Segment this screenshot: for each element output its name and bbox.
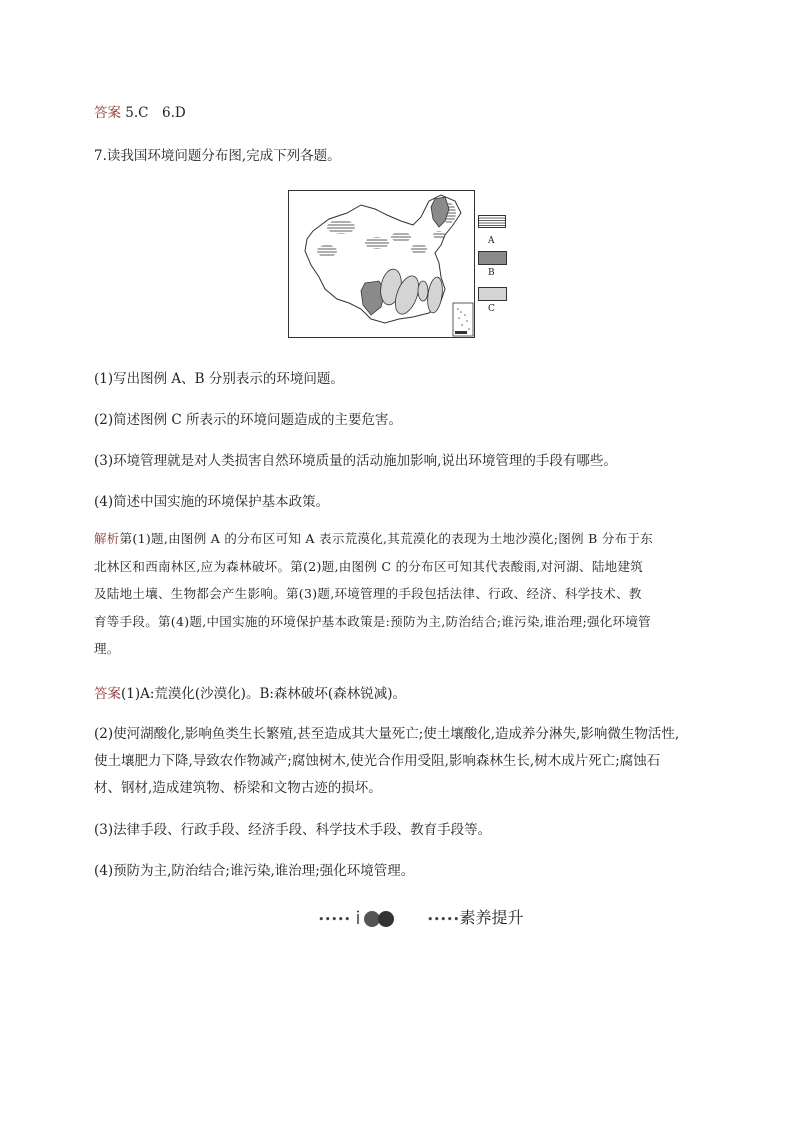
legend-a-swatch — [478, 215, 507, 229]
china-environment-map — [288, 190, 475, 338]
answer-part-1: 答案(1)A:荒漠化(沙漠化)。B:森林破坏(森林锐减)。 — [94, 686, 406, 702]
answer-part-4: (4)预防为主,防治结合;谁污染,谁治理;强化环境管理。 — [94, 863, 415, 879]
explanation-line-3: 及陆地土壤、生物都会产生影响。第(3)题,环境管理的手段包括法律、行政、经济、科学技术、教 — [94, 586, 642, 601]
answer-tag: 答案 — [94, 105, 121, 121]
answer-tag-2: 答案 — [94, 686, 121, 702]
banner-left-dots: ••••• — [318, 913, 354, 926]
banner-title: 素养提升 — [459, 908, 524, 927]
explanation-line-1: 解析第(1)题,由图例 A 的分布区可知 A 表示荒漠化,其荒漠化的表现为土地沙漠化;图例 B 分布于东 — [94, 531, 654, 546]
question-part-3: (3)环境管理就是对人类损害自然环境质量的活动施加影响,说出环境管理的手段有哪些。 — [94, 453, 617, 469]
banner-right-dots: ••••• — [427, 913, 460, 926]
legend-c — [478, 287, 507, 314]
legend-b — [478, 251, 507, 278]
question-part-4: (4)简述中国实施的环境保护基本政策。 — [94, 494, 330, 510]
question-part-1: (1)写出图例 A、B 分别表示的环境问题。 — [94, 371, 344, 387]
region-a-4 — [391, 232, 411, 242]
legend-c-label: C — [488, 304, 495, 314]
explanation-tag: 解析 — [94, 531, 120, 546]
answer-text: 5.C 6.D — [125, 105, 186, 121]
region-a-5 — [411, 244, 427, 254]
question-part-2: (2)简述图例 C 所表示的环境问题造成的主要危害。 — [94, 412, 403, 428]
answer-part-3: (3)法律手段、行政手段、经济手段、科学技术手段、教育手段等。 — [94, 822, 492, 838]
region-a-2 — [317, 245, 337, 257]
map-image — [289, 191, 474, 337]
explanation-line-5: 理。 — [94, 641, 120, 656]
explanation-line-2: 北林区和西南林区,应为森林破坏。第(2)题,由图例 C 的分布区可知其代表酸雨,对河湖、陆地建筑 — [94, 559, 644, 574]
legend-a-label: A — [488, 236, 495, 246]
inset-scale — [455, 331, 467, 334]
legend-b-label: B — [488, 268, 495, 278]
answer-part-2-line-2: 使土壤肥力下降,导致农作物减产;腐蚀树木,使光合作用受阻,影响森林生长,树木成片死亡;腐蚀石 — [94, 753, 661, 769]
region-a-1 — [327, 220, 355, 234]
answer-part-2-line-3: 材、钢材,造成建筑物、桥梁和文物古迹的损坏。 — [94, 780, 382, 796]
explanation-line-4: 育等手段。第(4)题,中国实施的环境保护基本政策是:预防为主,防治结合;谁污染,谁治理;强化环境管 — [94, 614, 651, 629]
legend-c-swatch — [478, 287, 507, 301]
answer-part-2-line-1: (2)使河湖酸化,影响鱼类生长繁殖,甚至造成其大量死亡;使土壤酸化,造成养分淋失,影响微生物活性, — [94, 726, 680, 742]
legend-a — [478, 214, 507, 246]
question-title: 7.读我国环境问题分布图,完成下列各题。 — [94, 148, 341, 164]
banner-logo-icon — [354, 909, 398, 929]
region-c-4 — [418, 281, 428, 301]
region-a-7 — [433, 231, 445, 239]
previous-answer — [94, 101, 186, 121]
section-banner — [318, 905, 524, 929]
legend-b-swatch — [478, 251, 507, 265]
region-a-3 — [365, 237, 389, 249]
